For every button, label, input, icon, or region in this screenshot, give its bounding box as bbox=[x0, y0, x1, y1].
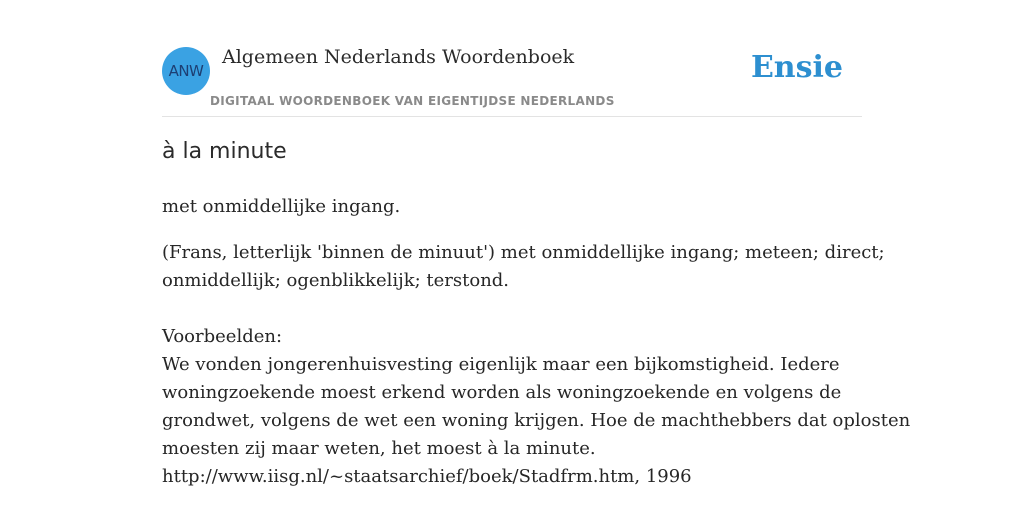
page bbox=[162, 0, 911, 512]
definition-line: (Frans, letterlijk 'binnen de minuut') met onmiddellijke ingang; meteen; direct; bbox=[162, 242, 885, 263]
dictionary-title[interactable]: Algemeen Nederlands Woordenboek bbox=[222, 46, 575, 68]
examples-label: Voorbeelden: bbox=[162, 326, 283, 347]
example-line: grondwet, volgens de wet een woning krijgen. Hoe de machthebbers dat oplosten bbox=[162, 410, 911, 431]
spacer bbox=[162, 295, 862, 323]
header bbox=[162, 0, 862, 117]
ensie-brand-logo[interactable]: Ensie bbox=[750, 50, 843, 85]
short-definition: met onmiddellijke ingang. bbox=[162, 196, 401, 217]
definition-line: onmiddellijk; ogenblikkelijk; terstond. bbox=[162, 270, 510, 291]
example-line: woningzoekende moest erkend worden als woningzoekende en volgens de bbox=[162, 382, 842, 403]
anw-logo[interactable]: ANW bbox=[162, 47, 210, 95]
example-line: We vonden jongerenhuisvesting eigenlijk maar een bijkomstigheid. Iedere bbox=[162, 354, 840, 375]
example-source: http://www.iisg.nl/~staatsarchief/boek/Stadfrm.htm, 1996 bbox=[162, 466, 692, 487]
entry-headword: à la minute bbox=[162, 139, 287, 164]
dictionary-subtitle: DIGITAAL WOORDENBOEK VAN EIGENTIJDSE NEDERLANDS bbox=[210, 94, 615, 108]
full-definition bbox=[162, 239, 911, 491]
example-line: moesten zij maar weten, het moest à la minute. bbox=[162, 438, 596, 459]
